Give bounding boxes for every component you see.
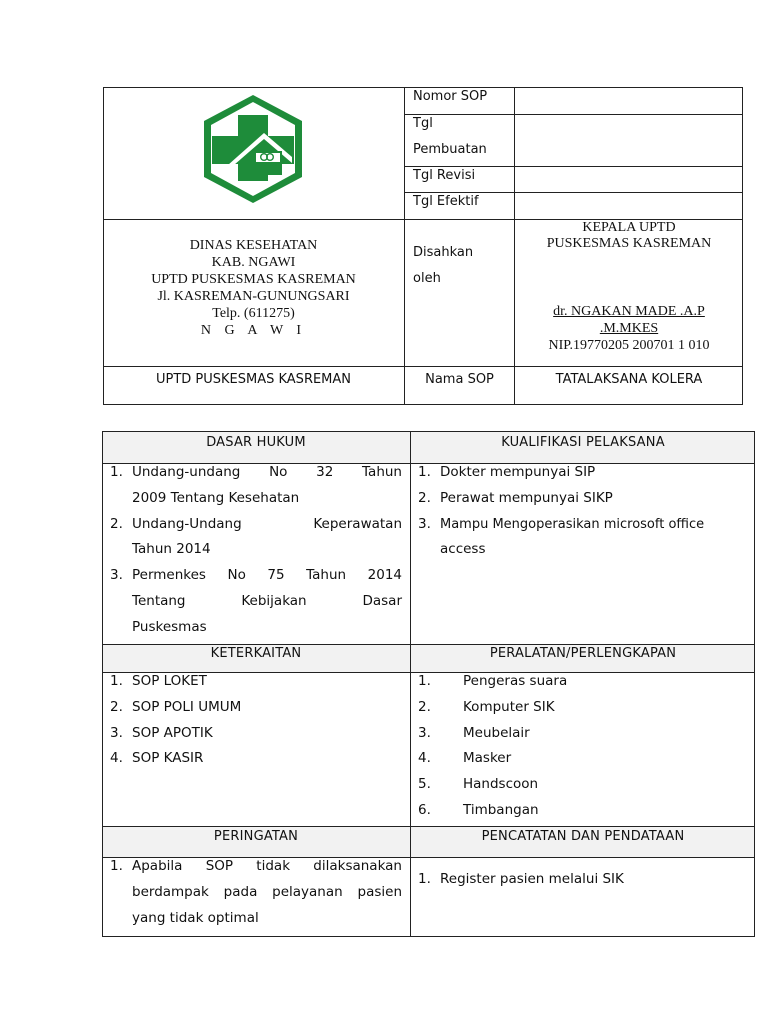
kualifikasi-title: KUALIFIKASI PELAKSANA	[501, 435, 665, 450]
item-text: Dokter mempunyai SIP	[440, 464, 596, 480]
item-number: 5.	[418, 776, 431, 793]
list-item	[418, 695, 750, 721]
disahkan-label	[405, 240, 513, 292]
item-text: Register pasien melalui SIK	[440, 871, 624, 887]
org-line: UPTD PUSKESMAS KASREMAN	[151, 272, 356, 287]
list-item	[418, 746, 750, 772]
item-text: SOP POLI UMUM	[132, 698, 242, 715]
item-number: 2.	[110, 515, 123, 532]
item-text: berdampak pada pelayanan pasien	[132, 883, 402, 900]
item-number: 2.	[418, 489, 431, 506]
item-text: SOP KASIR	[132, 750, 204, 767]
approval-block	[515, 220, 743, 252]
item-number: 3.	[418, 515, 431, 532]
item-number: 1.	[418, 871, 431, 887]
item-text: Tentang Kebijakan Dasar	[132, 592, 402, 609]
item-text: Pengeras suara	[463, 673, 568, 689]
tgl-efektif-value	[515, 193, 742, 219]
list-item	[110, 854, 402, 931]
unit-name: UPTD PUSKESMAS KASREMAN	[155, 372, 352, 387]
item-text: Handscoon	[463, 776, 539, 793]
peringatan-list	[110, 854, 402, 931]
tgl-revisi-label: Tgl Revisi	[413, 168, 476, 183]
item-text: Apabila SOP tidak dilaksanakan	[132, 858, 402, 874]
label-line: Pembuatan	[413, 142, 487, 157]
item-number: 4.	[110, 750, 123, 767]
item-text: Undang-undang No 32 Tahun	[132, 464, 402, 480]
list-item	[110, 746, 402, 772]
list-item	[110, 460, 402, 512]
peralatan-list	[418, 669, 750, 824]
label-line: oleh	[413, 271, 441, 286]
item-number: 3.	[110, 567, 123, 584]
tgl-pembuatan-label	[405, 111, 513, 163]
puskesmas-logo	[198, 93, 308, 205]
organization-address	[103, 237, 404, 339]
item-text: access	[440, 541, 486, 558]
tgl-revisi-value	[515, 167, 742, 192]
signer-block	[515, 303, 743, 354]
label-line: Tgl	[413, 116, 433, 131]
peringatan-title: PERINGATAN	[213, 829, 299, 844]
list-item	[418, 798, 750, 824]
signer-nip: NIP.19770205 200701 1 010	[548, 338, 710, 353]
item-text: Komputer SIK	[463, 698, 555, 715]
sop-detail-table	[102, 431, 755, 937]
org-line: Jl. KASREMAN-GUNUNGSARI	[157, 289, 350, 304]
list-item	[418, 721, 750, 747]
nama-sop-label: Nama SOP	[425, 372, 494, 387]
item-text: 2009 Tentang Kesehatan	[132, 489, 300, 506]
kepala-unit: PUSKESMAS KASREMAN	[546, 236, 712, 251]
item-number: 1.	[110, 464, 123, 480]
list-item	[418, 867, 750, 893]
divider	[410, 431, 411, 937]
item-text: Perawat mempunyai SIKP	[440, 489, 613, 506]
item-text: Meubelair	[463, 724, 530, 741]
org-line: Telp. (611275)	[212, 306, 295, 321]
pencatatan-title: PENCATATAN DAN PENDATAAN	[481, 829, 685, 844]
kepala-title: KEPALA UPTD	[582, 220, 676, 235]
dasar-hukum-list	[110, 460, 402, 641]
label-line: Disahkan	[413, 245, 474, 260]
list-item	[110, 721, 402, 747]
item-number: 1.	[418, 464, 431, 480]
item-text: Mampu Mengoperasikan microsoft office	[440, 516, 705, 532]
item-text: Masker	[463, 750, 512, 767]
item-number: 1.	[110, 858, 123, 874]
list-item	[110, 512, 402, 564]
pencatatan-list	[418, 867, 750, 893]
item-number: 3.	[418, 724, 431, 741]
item-number: 2.	[418, 698, 431, 715]
list-item	[418, 512, 750, 564]
item-number: 1.	[110, 673, 123, 689]
item-text: Undang-Undang Keperawatan	[132, 515, 402, 532]
divider	[103, 366, 743, 367]
tgl-efektif-label: Tgl Efektif	[413, 194, 479, 209]
dasar-hukum-title: DASAR HUKUM	[206, 435, 306, 450]
item-text: yang tidak optimal	[132, 909, 259, 926]
org-line: KAB. NGAWI	[211, 255, 296, 270]
list-item	[418, 460, 750, 486]
org-line: DINAS KESEHATAN	[189, 238, 318, 253]
item-number: 1.	[418, 673, 431, 689]
keterkaitan-list	[110, 669, 402, 772]
item-number: 3.	[110, 724, 123, 741]
keterkaitan-title: KETERKAITAN	[210, 646, 302, 661]
signer-name: dr. NGAKAN MADE .A.P	[553, 304, 705, 319]
list-item	[110, 695, 402, 721]
item-number: 2.	[110, 698, 123, 715]
org-line: N G A W I	[200, 323, 307, 338]
list-item	[418, 486, 750, 512]
nomor-sop-label: Nomor SOP	[413, 89, 488, 104]
kualifikasi-list	[418, 460, 750, 563]
nama-sop-value: TATALAKSANA KOLERA	[555, 372, 703, 387]
item-text: Puskesmas	[132, 618, 207, 635]
list-item	[110, 669, 402, 695]
signer-name-suffix: .M.MKES	[599, 321, 659, 336]
peralatan-title: PERALATAN/PERLENGKAPAN	[489, 646, 677, 661]
list-item	[418, 669, 750, 695]
item-text: Permenkes No 75 Tahun 2014	[132, 567, 402, 584]
nomor-sop-value	[515, 88, 742, 114]
item-text: Timbangan	[463, 801, 539, 818]
item-text: SOP LOKET	[132, 673, 207, 689]
list-item	[110, 563, 402, 640]
item-text: SOP APOTIK	[132, 724, 213, 741]
item-number: 6.	[418, 801, 431, 818]
tgl-pembuatan-value	[515, 115, 742, 166]
list-item	[418, 772, 750, 798]
item-number: 4.	[418, 750, 431, 767]
item-text: Tahun 2014	[132, 541, 211, 558]
sop-header-table	[103, 87, 743, 405]
